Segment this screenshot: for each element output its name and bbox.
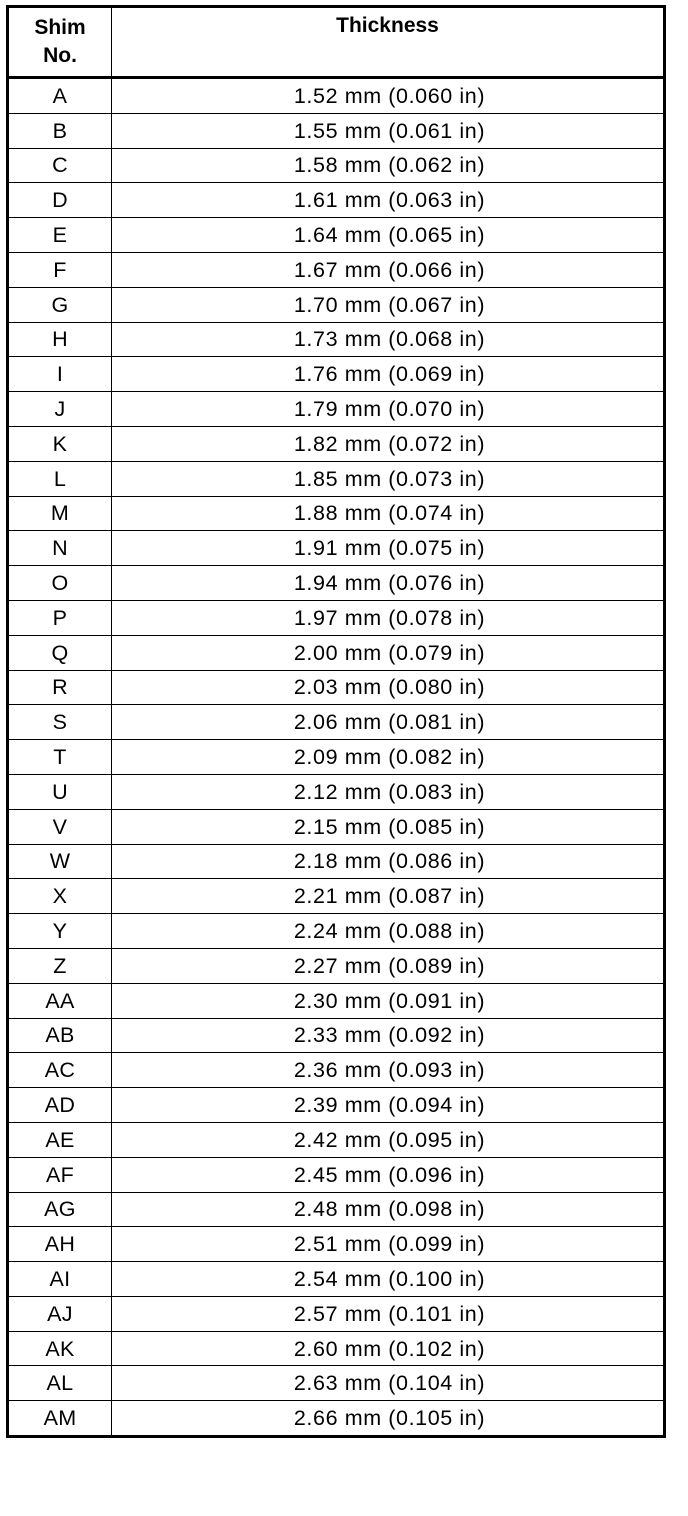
shim-no-cell: AJ — [8, 1296, 112, 1331]
table-row — [8, 78, 665, 114]
thickness-cell: 2.42 mm (0.095 in) — [112, 1122, 665, 1157]
shim-no-cell: M — [8, 496, 112, 531]
shim-no-cell: D — [8, 183, 112, 218]
table-row — [8, 183, 665, 218]
shim-no-cell: R — [8, 670, 112, 705]
shim-no-cell: AG — [8, 1192, 112, 1227]
shim-no-cell: X — [8, 879, 112, 914]
table-row — [8, 670, 665, 705]
thickness-cell: 1.67 mm (0.066 in) — [112, 252, 665, 287]
shim-thickness-table — [6, 5, 666, 1438]
table-row — [8, 1262, 665, 1297]
thickness-cell: 2.45 mm (0.096 in) — [112, 1157, 665, 1192]
shim-no-cell: A — [8, 78, 112, 114]
shim-no-cell: AM — [8, 1401, 112, 1437]
thickness-cell: 1.91 mm (0.075 in) — [112, 531, 665, 566]
table-row — [8, 357, 665, 392]
table-row — [8, 635, 665, 670]
thickness-cell: 2.39 mm (0.094 in) — [112, 1088, 665, 1123]
shim-no-cell: Q — [8, 635, 112, 670]
shim-no-cell: N — [8, 531, 112, 566]
thickness-cell: 2.15 mm (0.085 in) — [112, 809, 665, 844]
shim-no-cell: T — [8, 740, 112, 775]
table-row — [8, 879, 665, 914]
thickness-cell: 2.00 mm (0.079 in) — [112, 635, 665, 670]
shim-no-cell: B — [8, 113, 112, 148]
shim-no-cell: AK — [8, 1331, 112, 1366]
shim-no-cell: AE — [8, 1122, 112, 1157]
thickness-cell: 2.63 mm (0.104 in) — [112, 1366, 665, 1401]
shim-no-cell: G — [8, 287, 112, 322]
shim-no-cell: AH — [8, 1227, 112, 1262]
table-header — [8, 7, 665, 78]
table-row — [8, 218, 665, 253]
shim-no-cell: P — [8, 600, 112, 635]
thickness-cell: 1.88 mm (0.074 in) — [112, 496, 665, 531]
shim-no-cell: AA — [8, 983, 112, 1018]
thickness-cell: 2.33 mm (0.092 in) — [112, 1018, 665, 1053]
table-row — [8, 740, 665, 775]
thickness-cell: 2.09 mm (0.082 in) — [112, 740, 665, 775]
thickness-cell: 1.79 mm (0.070 in) — [112, 392, 665, 427]
table-row — [8, 1088, 665, 1123]
table-row — [8, 600, 665, 635]
thickness-cell: 1.76 mm (0.069 in) — [112, 357, 665, 392]
thickness-cell: 2.18 mm (0.086 in) — [112, 844, 665, 879]
shim-no-cell: AD — [8, 1088, 112, 1123]
shim-no-cell: U — [8, 774, 112, 809]
shim-no-cell: H — [8, 322, 112, 357]
table-row — [8, 496, 665, 531]
table-row — [8, 1157, 665, 1192]
table-body — [8, 78, 665, 1437]
table-row — [8, 566, 665, 601]
thickness-cell: 1.85 mm (0.073 in) — [112, 461, 665, 496]
thickness-cell: 2.21 mm (0.087 in) — [112, 879, 665, 914]
shim-table-container — [6, 5, 666, 1438]
table-row — [8, 531, 665, 566]
thickness-cell: 1.82 mm (0.072 in) — [112, 426, 665, 461]
thickness-cell: 2.54 mm (0.100 in) — [112, 1262, 665, 1297]
shim-no-cell: E — [8, 218, 112, 253]
table-row — [8, 1296, 665, 1331]
table-row — [8, 983, 665, 1018]
thickness-header: Thickness — [112, 7, 665, 78]
thickness-cell: 2.03 mm (0.080 in) — [112, 670, 665, 705]
shim-no-cell: S — [8, 705, 112, 740]
thickness-cell: 1.70 mm (0.067 in) — [112, 287, 665, 322]
table-row — [8, 1366, 665, 1401]
shim-no-cell: F — [8, 252, 112, 287]
shim-no-header-line1: Shim — [34, 16, 86, 39]
shim-no-cell: AF — [8, 1157, 112, 1192]
shim-no-cell: V — [8, 809, 112, 844]
thickness-cell: 1.94 mm (0.076 in) — [112, 566, 665, 601]
table-row — [8, 705, 665, 740]
thickness-cell: 2.60 mm (0.102 in) — [112, 1331, 665, 1366]
shim-no-cell: AC — [8, 1053, 112, 1088]
table-row — [8, 1331, 665, 1366]
table-row — [8, 113, 665, 148]
table-row — [8, 914, 665, 949]
shim-no-cell: K — [8, 426, 112, 461]
thickness-cell: 2.30 mm (0.091 in) — [112, 983, 665, 1018]
thickness-cell: 2.12 mm (0.083 in) — [112, 774, 665, 809]
shim-no-cell: I — [8, 357, 112, 392]
thickness-cell: 2.06 mm (0.081 in) — [112, 705, 665, 740]
shim-no-cell: W — [8, 844, 112, 879]
table-row — [8, 252, 665, 287]
table-row — [8, 148, 665, 183]
thickness-cell: 2.57 mm (0.101 in) — [112, 1296, 665, 1331]
shim-no-cell: O — [8, 566, 112, 601]
table-row — [8, 1053, 665, 1088]
shim-no-cell: J — [8, 392, 112, 427]
header-row — [8, 7, 665, 78]
thickness-cell: 1.97 mm (0.078 in) — [112, 600, 665, 635]
thickness-cell: 1.61 mm (0.063 in) — [112, 183, 665, 218]
thickness-cell: 2.66 mm (0.105 in) — [112, 1401, 665, 1437]
thickness-cell: 1.52 mm (0.060 in) — [112, 78, 665, 114]
shim-no-header — [8, 7, 112, 78]
shim-no-cell: Y — [8, 914, 112, 949]
thickness-cell: 2.24 mm (0.088 in) — [112, 914, 665, 949]
thickness-cell: 1.58 mm (0.062 in) — [112, 148, 665, 183]
shim-no-cell: AI — [8, 1262, 112, 1297]
table-row — [8, 1401, 665, 1437]
table-row — [8, 1227, 665, 1262]
table-row — [8, 948, 665, 983]
thickness-cell: 2.51 mm (0.099 in) — [112, 1227, 665, 1262]
table-row — [8, 322, 665, 357]
table-row — [8, 1122, 665, 1157]
table-row — [8, 774, 665, 809]
shim-no-cell: AB — [8, 1018, 112, 1053]
table-row — [8, 1018, 665, 1053]
shim-no-cell: L — [8, 461, 112, 496]
table-row — [8, 426, 665, 461]
shim-no-cell: AL — [8, 1366, 112, 1401]
thickness-cell: 2.48 mm (0.098 in) — [112, 1192, 665, 1227]
table-row — [8, 461, 665, 496]
thickness-cell: 1.73 mm (0.068 in) — [112, 322, 665, 357]
thickness-cell: 2.36 mm (0.093 in) — [112, 1053, 665, 1088]
shim-no-cell: Z — [8, 948, 112, 983]
table-row — [8, 287, 665, 322]
thickness-cell: 2.27 mm (0.089 in) — [112, 948, 665, 983]
shim-no-cell: C — [8, 148, 112, 183]
thickness-cell: 1.55 mm (0.061 in) — [112, 113, 665, 148]
table-row — [8, 844, 665, 879]
shim-no-header-line2: No. — [43, 44, 77, 67]
table-row — [8, 1192, 665, 1227]
table-row — [8, 809, 665, 844]
table-row — [8, 392, 665, 427]
thickness-cell: 1.64 mm (0.065 in) — [112, 218, 665, 253]
